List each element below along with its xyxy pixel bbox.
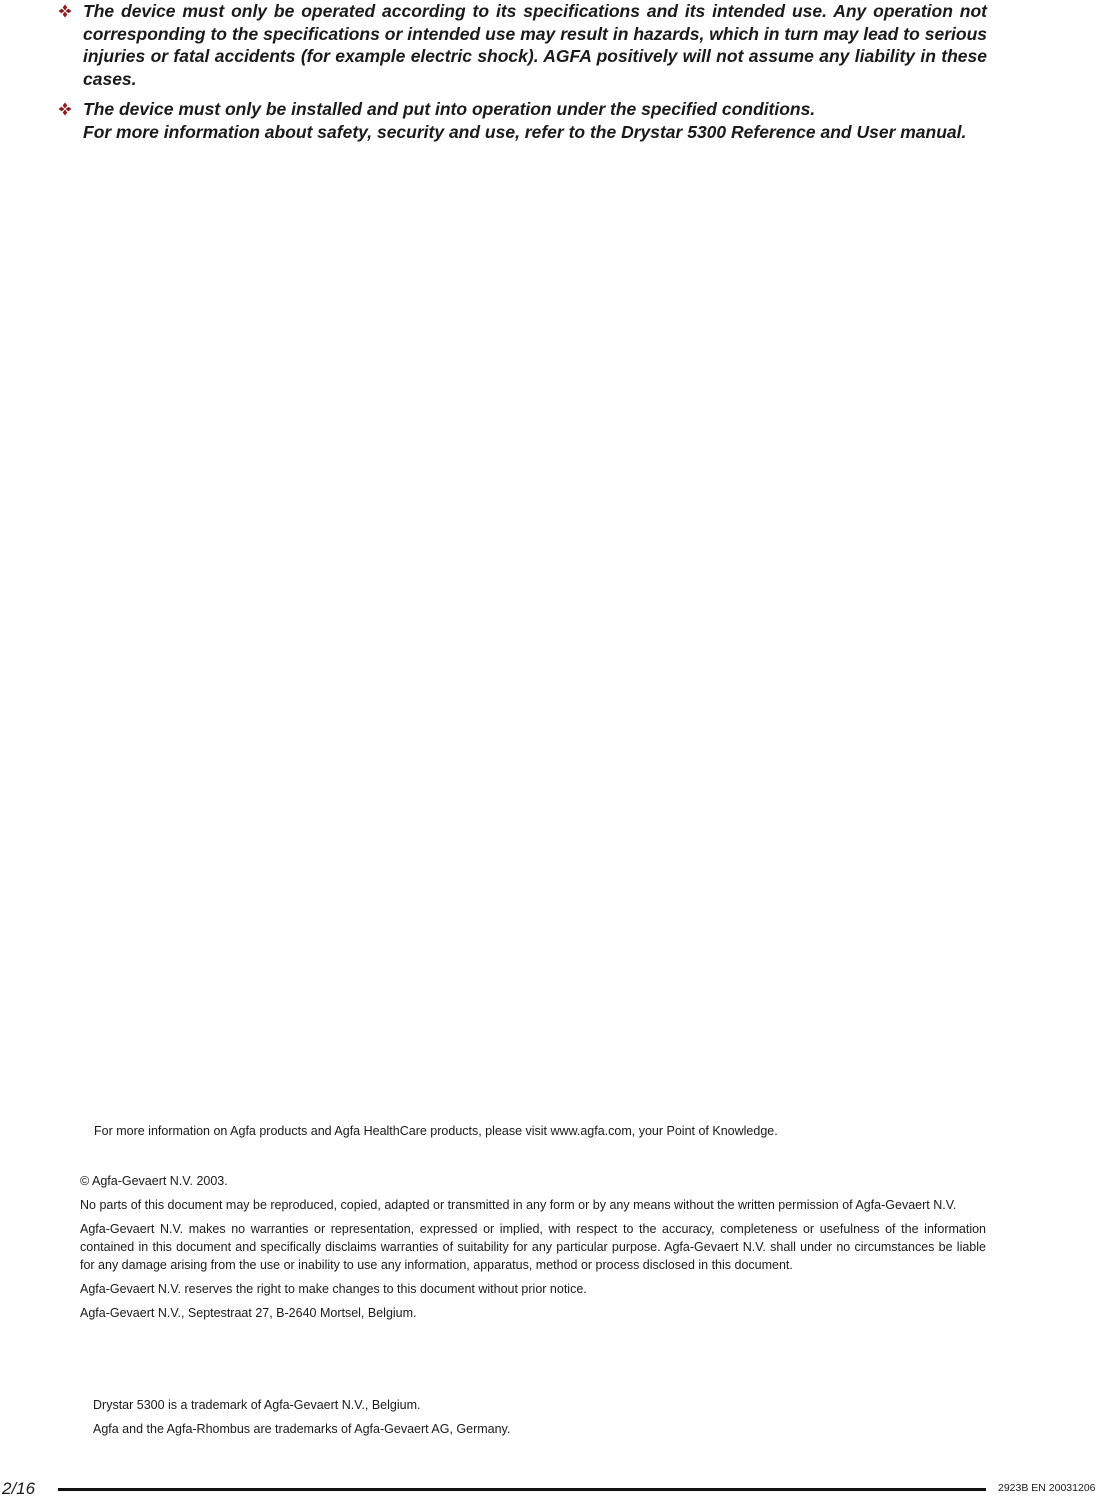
warranty-disclaimer: Agfa-Gevaert N.V. makes no warranties or representation, expressed or implied, with respect to the accuracy, completeness or usefulness of the information contained in this document and specifically disclaims warranties of suitability for any particular purpose. Agfa-Gevaert N.V. shall under no circumstances be liable for any damage arising from the use or inability to use any information, apparatus, method or process disclosed in this document. — [80, 1222, 986, 1272]
trademark-line: Agfa and the Agfa-Rhombus are trademarks of Agfa-Gevaert AG, Germany. — [93, 1422, 511, 1436]
company-address: Agfa-Gevaert N.V., Septestraat 27, B-2640 Mortsel, Belgium. — [80, 1306, 417, 1320]
trademark-block — [93, 1396, 986, 1444]
page-number: 2/16 — [2, 1479, 36, 1498]
warning-item — [58, 0, 987, 90]
document-code: 2923B EN 20031206 — [998, 1482, 1096, 1494]
warning-text: The device must only be operated according to its specifications and its intended use. Any operation not corresponding to the specifications or intended use may result in hazards, which in turn may lead to serious injuries or fatal accidents (for example electric shock). AGFA positively will not assume any liability in these cases. — [83, 1, 987, 89]
warning-text: The device must only be installed and put into operation under the specified conditions. — [83, 99, 816, 119]
reproduction-notice: No parts of this document may be reproduced, copied, adapted or transmitted in any form or by any means without the written permission of Agfa-Gevaert N.V. — [80, 1198, 957, 1212]
safety-warnings — [58, 0, 987, 151]
warning-text: For more information about safety, security and use, refer to the Drystar 5300 Reference and User manual. — [83, 121, 967, 142]
diamond-bullet-icon — [58, 102, 72, 116]
trademark-line: Drystar 5300 is a trademark of Agfa-Gevaert N.V., Belgium. — [93, 1398, 421, 1412]
warning-item — [58, 98, 987, 143]
copyright-block — [80, 1172, 986, 1328]
diamond-bullet-icon — [58, 4, 72, 18]
footer-divider — [58, 1488, 986, 1491]
changes-notice: Agfa-Gevaert N.V. reserves the right to make changes to this document without prior notice. — [80, 1282, 587, 1296]
copyright-notice: © Agfa-Gevaert N.V. 2003. — [80, 1174, 228, 1188]
product-info-note: For more information on Agfa products and Agfa HealthCare products, please visit www.agfa.com, your Point of Knowledge. — [94, 1124, 778, 1138]
